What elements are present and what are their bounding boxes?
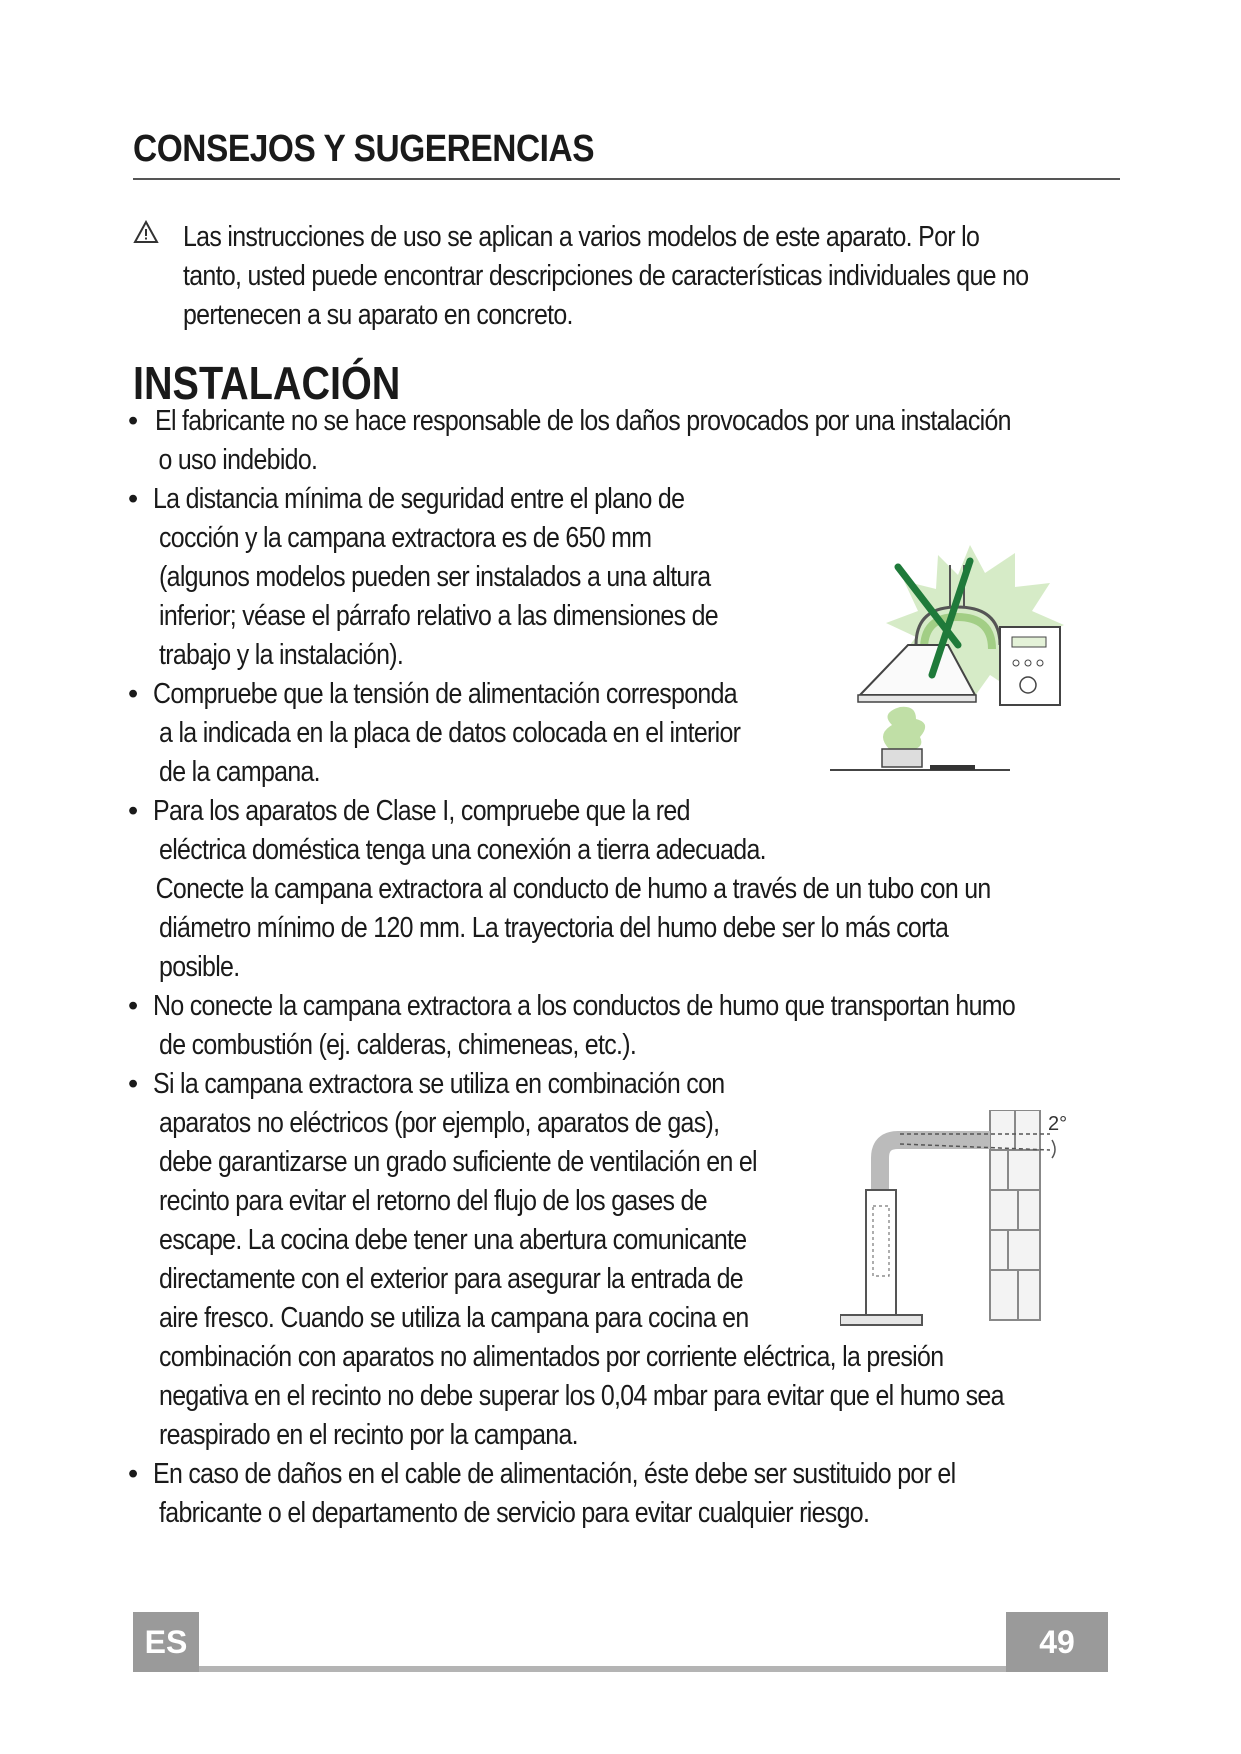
hood-rim	[858, 695, 976, 702]
bullet-line: El fabricante no se hace responsable de los daños provocados por una instalación	[155, 405, 1011, 437]
title-underline	[133, 178, 1120, 180]
bullet-line: La distancia mínima de seguridad entre el plano de	[153, 483, 685, 515]
bullet-line: recinto para evitar el retorno del flujo de los gases de	[159, 1185, 707, 1217]
bullet-line: o uso indebido.	[158, 444, 318, 476]
chimney	[866, 1190, 896, 1315]
bullet-line: posible.	[159, 951, 240, 983]
page-number: 49	[1006, 1612, 1108, 1672]
note-line: pertenecen a su aparato en concreto.	[183, 299, 573, 331]
section-title: CONSEJOS Y SUGERENCIAS	[133, 128, 595, 170]
bullet-line: aire fresco. Cuando se utiliza la campana para cocina en	[159, 1302, 749, 1334]
bullet-line: trabajo y la instalación).	[159, 639, 404, 671]
bullet-symbol: •	[128, 1068, 139, 1100]
bullet-line: diámetro mínimo de 120 mm. La trayectoria del humo debe ser lo más corta	[159, 912, 949, 944]
note-line: Las instrucciones de uso se aplican a varios modelos de este aparato. Por lo	[183, 221, 980, 253]
bullet-text	[155, 402, 1011, 480]
language-badge: ES	[133, 1612, 199, 1672]
installation-title: INSTALACIÓN	[133, 357, 401, 409]
angle-label: 2°	[1048, 1113, 1068, 1135]
angle-arrow	[1052, 1140, 1055, 1158]
bullet-symbol: •	[128, 1458, 139, 1490]
hood-distance-illustration	[820, 525, 1100, 785]
bullet-line: negativa en el recinto no debe superar los 0,04 mbar para evitar que el humo sea	[159, 1380, 1004, 1412]
hood-base	[840, 1315, 922, 1325]
pot	[882, 749, 922, 767]
bullet-line: No conecte la campana extractora a los conductos de humo que transportan humo	[153, 990, 1016, 1022]
steam	[883, 707, 925, 751]
bullet-line: combinación con aparatos no alimentados por corriente eléctrica, la presión	[159, 1341, 944, 1373]
bullet-line: Conecte la campana extractora al conducto de humo a través de un tubo con un	[155, 873, 991, 905]
note-line: tanto, usted puede encontrar descripciones de características individuales que no	[183, 260, 1029, 292]
bullet-line: eléctrica doméstica tenga una conexión a tierra adecuada.	[159, 834, 766, 866]
bullet-line: (algunos modelos pueden ser instalados a una altura	[159, 561, 711, 593]
bullet-text	[153, 987, 1015, 1065]
burner	[930, 765, 975, 770]
bullet-line: Para los aparatos de Clase I, compruebe que la red	[153, 795, 690, 827]
bullet-symbol: •	[128, 795, 139, 827]
bullet-line: En caso de daños en el cable de alimentación, éste debe ser sustituido por el	[153, 1458, 956, 1490]
bullet-symbol: •	[128, 678, 139, 710]
bullet-line: directamente con el exterior para asegurar la entrada de	[159, 1263, 743, 1295]
bullet-symbol: •	[128, 990, 139, 1022]
bullet-line: debe garantizarse un grado suficiente de ventilación en el	[159, 1146, 757, 1178]
bullet-line: escape. La cocina debe tener una abertura comunicante	[159, 1224, 747, 1256]
bullet-line: de combustión (ej. calderas, chimeneas, etc.).	[159, 1029, 637, 1061]
bullet-line: Si la campana extractora se utiliza en combinación con	[153, 1068, 725, 1100]
bullet-line: inferior; véase el párrafo relativo a las dimensiones de	[159, 600, 718, 632]
bullet-symbol: •	[128, 483, 139, 515]
bullet-text	[153, 675, 740, 792]
note-text	[183, 218, 1028, 335]
bullet-line: de la campana.	[159, 756, 320, 788]
footer-rule	[133, 1666, 1108, 1672]
bullet-line: Compruebe que la tensión de alimentación corresponda	[153, 678, 737, 710]
bullet-line: a la indicada en la placa de datos colocada en el interior	[159, 717, 741, 749]
warning-triangle-icon	[133, 220, 159, 244]
duct-slope-illustration	[840, 1110, 1090, 1340]
bullet-line: fabricante o el departamento de servicio para evitar cualquier riesgo.	[159, 1497, 870, 1529]
bullet-text	[153, 480, 718, 675]
oven-display	[1012, 637, 1046, 647]
bullet-symbol: •	[128, 405, 139, 437]
bullet-line: aparatos no eléctricos (por ejemplo, aparatos de gas),	[159, 1107, 720, 1139]
bullet-text	[153, 1455, 955, 1533]
bullet-line: reaspirado en el recinto por la campana.	[159, 1419, 578, 1451]
bullet-text	[153, 792, 991, 987]
bullet-line: cocción y la campana extractora es de 650 mm	[159, 522, 652, 554]
